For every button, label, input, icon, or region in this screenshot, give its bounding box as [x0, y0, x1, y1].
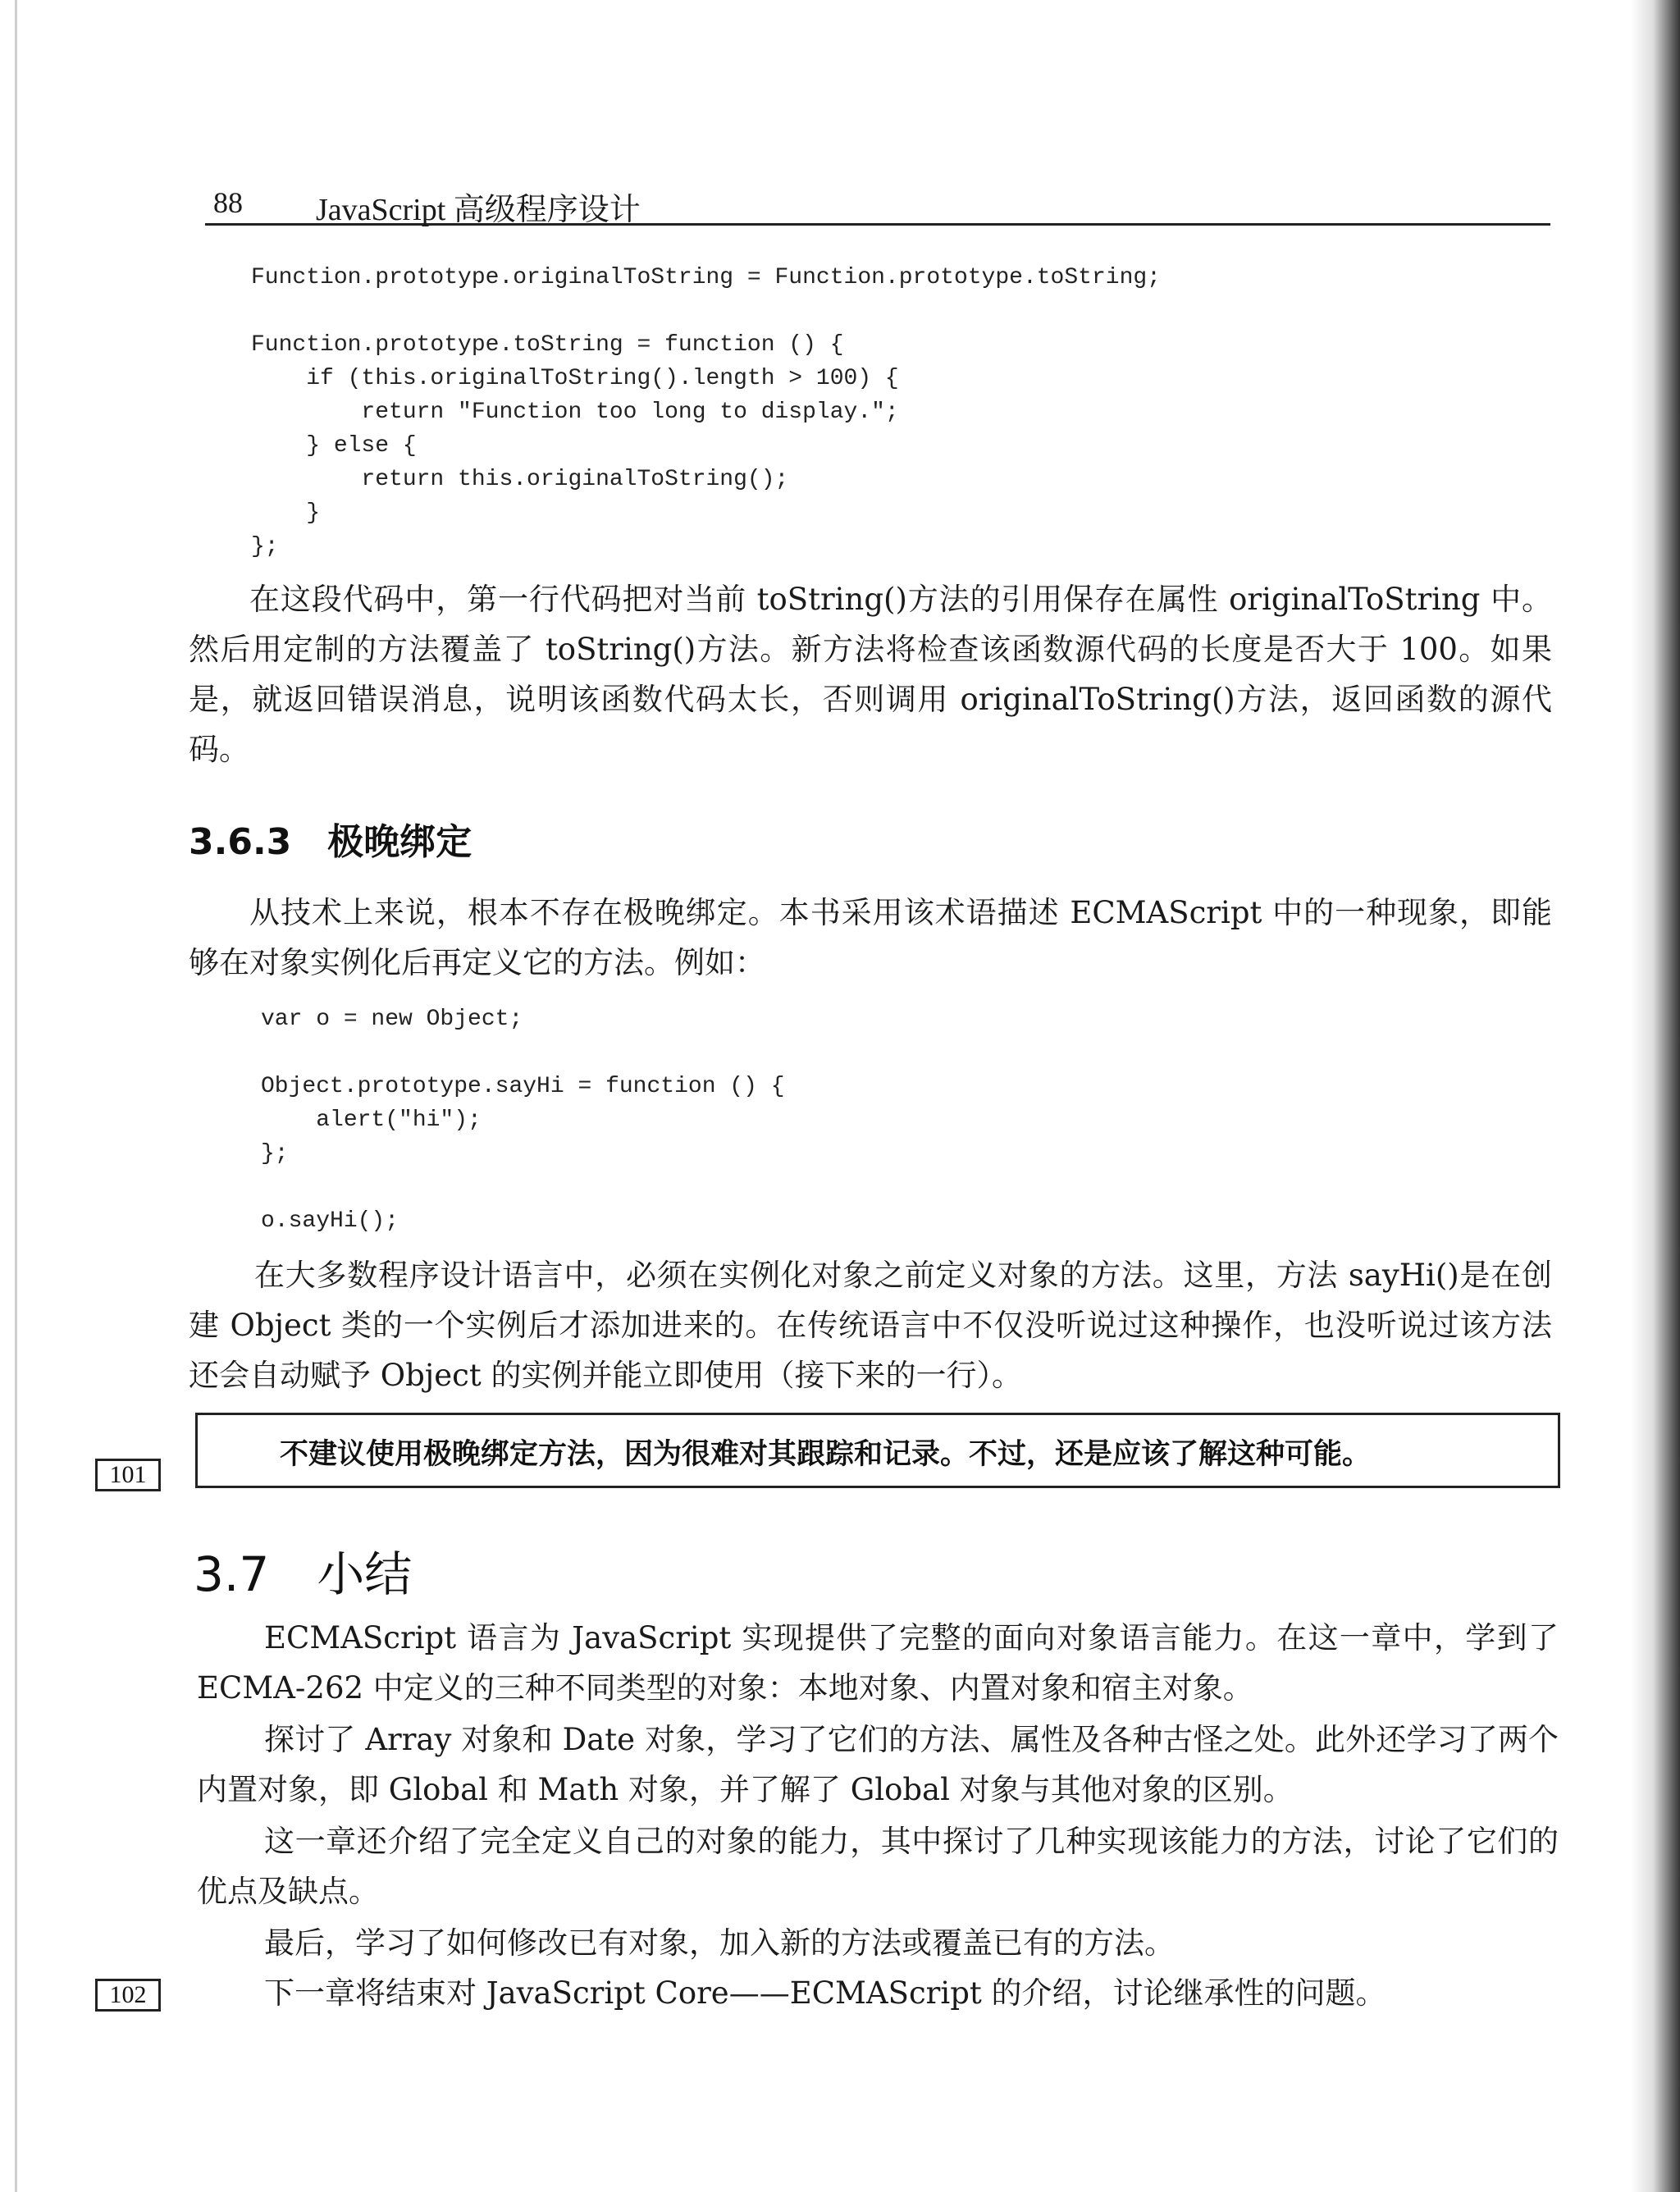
summary-paragraph-1: ECMAScript 语言为 JavaScript 实现提供了完整的面向对象语言能力。在这一章中，学到了 ECMA-262 中定义的三种不同类型的对象：本地对象、内置对象和宿主对象。 [197, 1620, 1559, 1706]
summary-paragraph-5: 下一章将结束对 JavaScript Core——ECMAScript 的介绍，讨论继承性的问题。 [264, 1975, 1386, 2011]
code-block-tostring: Function.prototype.originalToString = Function.prototype.toString; Function.prototype.toString = function () { if (this.originalToString().length > 100) { return "Function too long to display."; } else { return this.originalToString(); } }; [251, 265, 1161, 559]
margin-page-ref-102: 102 [95, 1979, 161, 2012]
section-heading-3-7: 3.7 小结 [194, 1546, 413, 1602]
code-block-sayhi: var o = new Object; Object.prototype.sayHi = function () { alert("hi"); }; o.sayHi(); [261, 1007, 785, 1234]
margin-page-ref-101: 101 [95, 1459, 161, 1491]
page-binding-shadow [1631, 0, 1680, 2192]
paragraph-tostring-explanation: 在这段代码中，第一行代码把对当前 toString()方法的引用保存在属性 originalToString 中。然后用定制的方法覆盖了 toString()方法。新方法将检查该函数源代码的长度是否大于 100。如果是，就返回错误消息，说明该函数代码太长，否则调用 originalToString()方法，返回函数的源代码。 [189, 582, 1552, 767]
page-left-edge [15, 0, 17, 2192]
page-number: 88 [213, 186, 243, 219]
summary-paragraph-3: 这一章还介绍了完全定义自己的对象的能力，其中探讨了几种实现该能力的方法，讨论了它们的优点及缺点。 [197, 1824, 1559, 1909]
book-title: JavaScript 高级程序设计 [316, 193, 641, 227]
summary-paragraph-4: 最后，学习了如何修改已有对象，加入新的方法或覆盖已有的方法。 [264, 1925, 1175, 1961]
section-heading-3-6-3: 3.6.3 极晚绑定 [189, 821, 472, 863]
running-header [205, 179, 1550, 226]
tip-text: 不建议使用极晚绑定方法，因为很难对其跟踪和记录。不过，还是应该了解这种可能。 [280, 1438, 1372, 1471]
tip-box [195, 1413, 1560, 1488]
paragraph-late-binding-intro: 从技术上来说，根本不存在极晚绑定。本书采用该术语描述 ECMAScript 中的一种现象，即能够在对象实例化后再定义它的方法。例如： [189, 895, 1552, 980]
summary-paragraph-2: 探讨了 Array 对象和 Date 对象，学习了它们的方法、属性及各种古怪之处。此外还学习了两个内置对象，即 Global 和 Math 对象，并了解了 Global 对象与其他对象的区别。 [197, 1722, 1559, 1807]
paragraph-late-binding-explanation: 在大多数程序设计语言中，必须在实例化对象之前定义对象的方法。这里，方法 sayHi()是在创建 Object 类的一个实例后才添加进来的。在传统语言中不仅没听说过这种操作，也没听说过该方法还会自动赋予 Object 的实例并能立即使用（接下来的一行）。 [189, 1258, 1552, 1393]
